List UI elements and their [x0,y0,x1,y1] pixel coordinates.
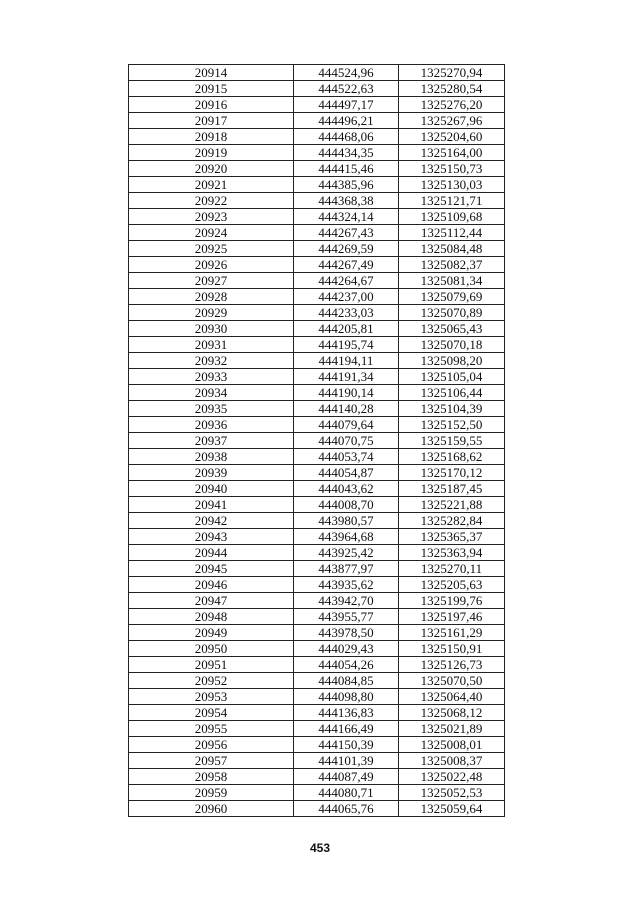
table-row [129,657,505,673]
y-coordinate-cell: 1325021,89 [399,721,505,737]
x-coordinate-cell: 444043,62 [294,481,399,497]
point-number-cell: 20939 [129,465,294,481]
y-coordinate-cell: 1325059,64 [399,801,505,817]
y-coordinate-cell: 1325199,76 [399,593,505,609]
point-number-cell: 20917 [129,113,294,129]
x-coordinate-cell: 444324,14 [294,209,399,225]
coordinates-table-body [129,65,505,817]
y-coordinate-cell: 1325106,44 [399,385,505,401]
x-coordinate-cell: 444101,39 [294,753,399,769]
table-row [129,465,505,481]
point-number-cell: 20914 [129,65,294,81]
y-coordinate-cell: 1325164,00 [399,145,505,161]
point-number-cell: 20937 [129,433,294,449]
x-coordinate-cell: 444080,71 [294,785,399,801]
point-number-cell: 20942 [129,513,294,529]
table-row [129,305,505,321]
x-coordinate-cell: 444087,49 [294,769,399,785]
point-number-cell: 20946 [129,577,294,593]
x-coordinate-cell: 444140,28 [294,401,399,417]
point-number-cell: 20915 [129,81,294,97]
point-number-cell: 20928 [129,289,294,305]
point-number-cell: 20949 [129,625,294,641]
point-number-cell: 20953 [129,689,294,705]
x-coordinate-cell: 444191,34 [294,369,399,385]
table-row [129,513,505,529]
x-coordinate-cell: 444522,63 [294,81,399,97]
table-row [129,593,505,609]
x-coordinate-cell: 444065,76 [294,801,399,817]
point-number-cell: 20945 [129,561,294,577]
y-coordinate-cell: 1325150,73 [399,161,505,177]
x-coordinate-cell: 444054,26 [294,657,399,673]
y-coordinate-cell: 1325221,88 [399,497,505,513]
point-number-cell: 20924 [129,225,294,241]
table-row [129,529,505,545]
x-coordinate-cell: 444150,39 [294,737,399,753]
point-number-cell: 20960 [129,801,294,817]
x-coordinate-cell: 444053,74 [294,449,399,465]
y-coordinate-cell: 1325105,04 [399,369,505,385]
point-number-cell: 20943 [129,529,294,545]
x-coordinate-cell: 444029,43 [294,641,399,657]
point-number-cell: 20921 [129,177,294,193]
x-coordinate-cell: 444415,46 [294,161,399,177]
table-row [129,145,505,161]
y-coordinate-cell: 1325121,71 [399,193,505,209]
y-coordinate-cell: 1325205,63 [399,577,505,593]
point-number-cell: 20950 [129,641,294,657]
table-row [129,241,505,257]
y-coordinate-cell: 1325161,29 [399,625,505,641]
x-coordinate-cell: 444385,96 [294,177,399,193]
point-number-cell: 20926 [129,257,294,273]
y-coordinate-cell: 1325079,69 [399,289,505,305]
point-number-cell: 20935 [129,401,294,417]
x-coordinate-cell: 443964,68 [294,529,399,545]
table-row [129,385,505,401]
y-coordinate-cell: 1325130,03 [399,177,505,193]
table-row [129,321,505,337]
table-row [129,353,505,369]
x-coordinate-cell: 444195,74 [294,337,399,353]
point-number-cell: 20930 [129,321,294,337]
y-coordinate-cell: 1325070,50 [399,673,505,689]
y-coordinate-cell: 1325267,96 [399,113,505,129]
table-row [129,81,505,97]
point-number-cell: 20951 [129,657,294,673]
point-number-cell: 20919 [129,145,294,161]
table-row [129,705,505,721]
table-row [129,545,505,561]
x-coordinate-cell: 444190,14 [294,385,399,401]
table-row [129,65,505,81]
point-number-cell: 20916 [129,97,294,113]
table-row [129,689,505,705]
table-row [129,433,505,449]
point-number-cell: 20918 [129,129,294,145]
y-coordinate-cell: 1325168,62 [399,449,505,465]
point-number-cell: 20959 [129,785,294,801]
point-number-cell: 20956 [129,737,294,753]
x-coordinate-cell: 444524,96 [294,65,399,81]
point-number-cell: 20954 [129,705,294,721]
y-coordinate-cell: 1325082,37 [399,257,505,273]
y-coordinate-cell: 1325197,46 [399,609,505,625]
x-coordinate-cell: 444264,67 [294,273,399,289]
table-row [129,497,505,513]
x-coordinate-cell: 444070,75 [294,433,399,449]
table-row [129,369,505,385]
y-coordinate-cell: 1325282,84 [399,513,505,529]
y-coordinate-cell: 1325187,45 [399,481,505,497]
y-coordinate-cell: 1325068,12 [399,705,505,721]
table-row [129,337,505,353]
table-row [129,721,505,737]
x-coordinate-cell: 444054,87 [294,465,399,481]
y-coordinate-cell: 1325022,48 [399,769,505,785]
x-coordinate-cell: 444136,83 [294,705,399,721]
point-number-cell: 20958 [129,769,294,785]
x-coordinate-cell: 443942,70 [294,593,399,609]
table-row [129,401,505,417]
y-coordinate-cell: 1325365,37 [399,529,505,545]
x-coordinate-cell: 444267,43 [294,225,399,241]
y-coordinate-cell: 1325270,11 [399,561,505,577]
table-row [129,417,505,433]
x-coordinate-cell: 443877,97 [294,561,399,577]
table-row [129,193,505,209]
y-coordinate-cell: 1325280,54 [399,81,505,97]
y-coordinate-cell: 1325104,39 [399,401,505,417]
x-coordinate-cell: 444205,81 [294,321,399,337]
y-coordinate-cell: 1325008,37 [399,753,505,769]
coordinates-table [128,64,505,817]
x-coordinate-cell: 444434,35 [294,145,399,161]
x-coordinate-cell: 444166,49 [294,721,399,737]
table-row [129,129,505,145]
y-coordinate-cell: 1325204,60 [399,129,505,145]
x-coordinate-cell: 443935,62 [294,577,399,593]
x-coordinate-cell: 444194,11 [294,353,399,369]
y-coordinate-cell: 1325070,89 [399,305,505,321]
y-coordinate-cell: 1325112,44 [399,225,505,241]
y-coordinate-cell: 1325276,20 [399,97,505,113]
x-coordinate-cell: 444098,80 [294,689,399,705]
table-row [129,257,505,273]
point-number-cell: 20938 [129,449,294,465]
point-number-cell: 20947 [129,593,294,609]
x-coordinate-cell: 443978,50 [294,625,399,641]
x-coordinate-cell: 444267,49 [294,257,399,273]
x-coordinate-cell: 444084,85 [294,673,399,689]
table-row [129,161,505,177]
table-row [129,625,505,641]
table-row [129,641,505,657]
y-coordinate-cell: 1325150,91 [399,641,505,657]
table-row [129,753,505,769]
y-coordinate-cell: 1325070,18 [399,337,505,353]
point-number-cell: 20944 [129,545,294,561]
table-row [129,577,505,593]
x-coordinate-cell: 444496,21 [294,113,399,129]
y-coordinate-cell: 1325064,40 [399,689,505,705]
point-number-cell: 20957 [129,753,294,769]
x-coordinate-cell: 443925,42 [294,545,399,561]
point-number-cell: 20940 [129,481,294,497]
x-coordinate-cell: 444233,03 [294,305,399,321]
y-coordinate-cell: 1325363,94 [399,545,505,561]
table-row [129,449,505,465]
x-coordinate-cell: 443955,77 [294,609,399,625]
x-coordinate-cell: 443980,57 [294,513,399,529]
point-number-cell: 20929 [129,305,294,321]
x-coordinate-cell: 444008,70 [294,497,399,513]
point-number-cell: 20925 [129,241,294,257]
y-coordinate-cell: 1325081,34 [399,273,505,289]
point-number-cell: 20955 [129,721,294,737]
table-row [129,785,505,801]
table-row [129,609,505,625]
point-number-cell: 20920 [129,161,294,177]
table-row [129,737,505,753]
point-number-cell: 20933 [129,369,294,385]
table-row [129,289,505,305]
x-coordinate-cell: 444497,17 [294,97,399,113]
x-coordinate-cell: 444269,59 [294,241,399,257]
point-number-cell: 20948 [129,609,294,625]
table-row [129,673,505,689]
y-coordinate-cell: 1325098,20 [399,353,505,369]
y-coordinate-cell: 1325008,01 [399,737,505,753]
table-row [129,481,505,497]
table-row [129,801,505,817]
table-row [129,209,505,225]
y-coordinate-cell: 1325126,73 [399,657,505,673]
y-coordinate-cell: 1325159,55 [399,433,505,449]
y-coordinate-cell: 1325170,12 [399,465,505,481]
point-number-cell: 20922 [129,193,294,209]
table-row [129,273,505,289]
x-coordinate-cell: 444468,06 [294,129,399,145]
point-number-cell: 20934 [129,385,294,401]
y-coordinate-cell: 1325052,53 [399,785,505,801]
y-coordinate-cell: 1325109,68 [399,209,505,225]
y-coordinate-cell: 1325270,94 [399,65,505,81]
page-number: 453 [309,841,331,855]
y-coordinate-cell: 1325152,50 [399,417,505,433]
point-number-cell: 20927 [129,273,294,289]
point-number-cell: 20941 [129,497,294,513]
x-coordinate-cell: 444237,00 [294,289,399,305]
table-row [129,177,505,193]
x-coordinate-cell: 444079,64 [294,417,399,433]
y-coordinate-cell: 1325084,48 [399,241,505,257]
table-row [129,561,505,577]
point-number-cell: 20931 [129,337,294,353]
point-number-cell: 20923 [129,209,294,225]
table-row [129,113,505,129]
point-number-cell: 20936 [129,417,294,433]
point-number-cell: 20952 [129,673,294,689]
x-coordinate-cell: 444368,38 [294,193,399,209]
y-coordinate-cell: 1325065,43 [399,321,505,337]
table-row [129,97,505,113]
point-number-cell: 20932 [129,353,294,369]
table-row [129,769,505,785]
table-row [129,225,505,241]
